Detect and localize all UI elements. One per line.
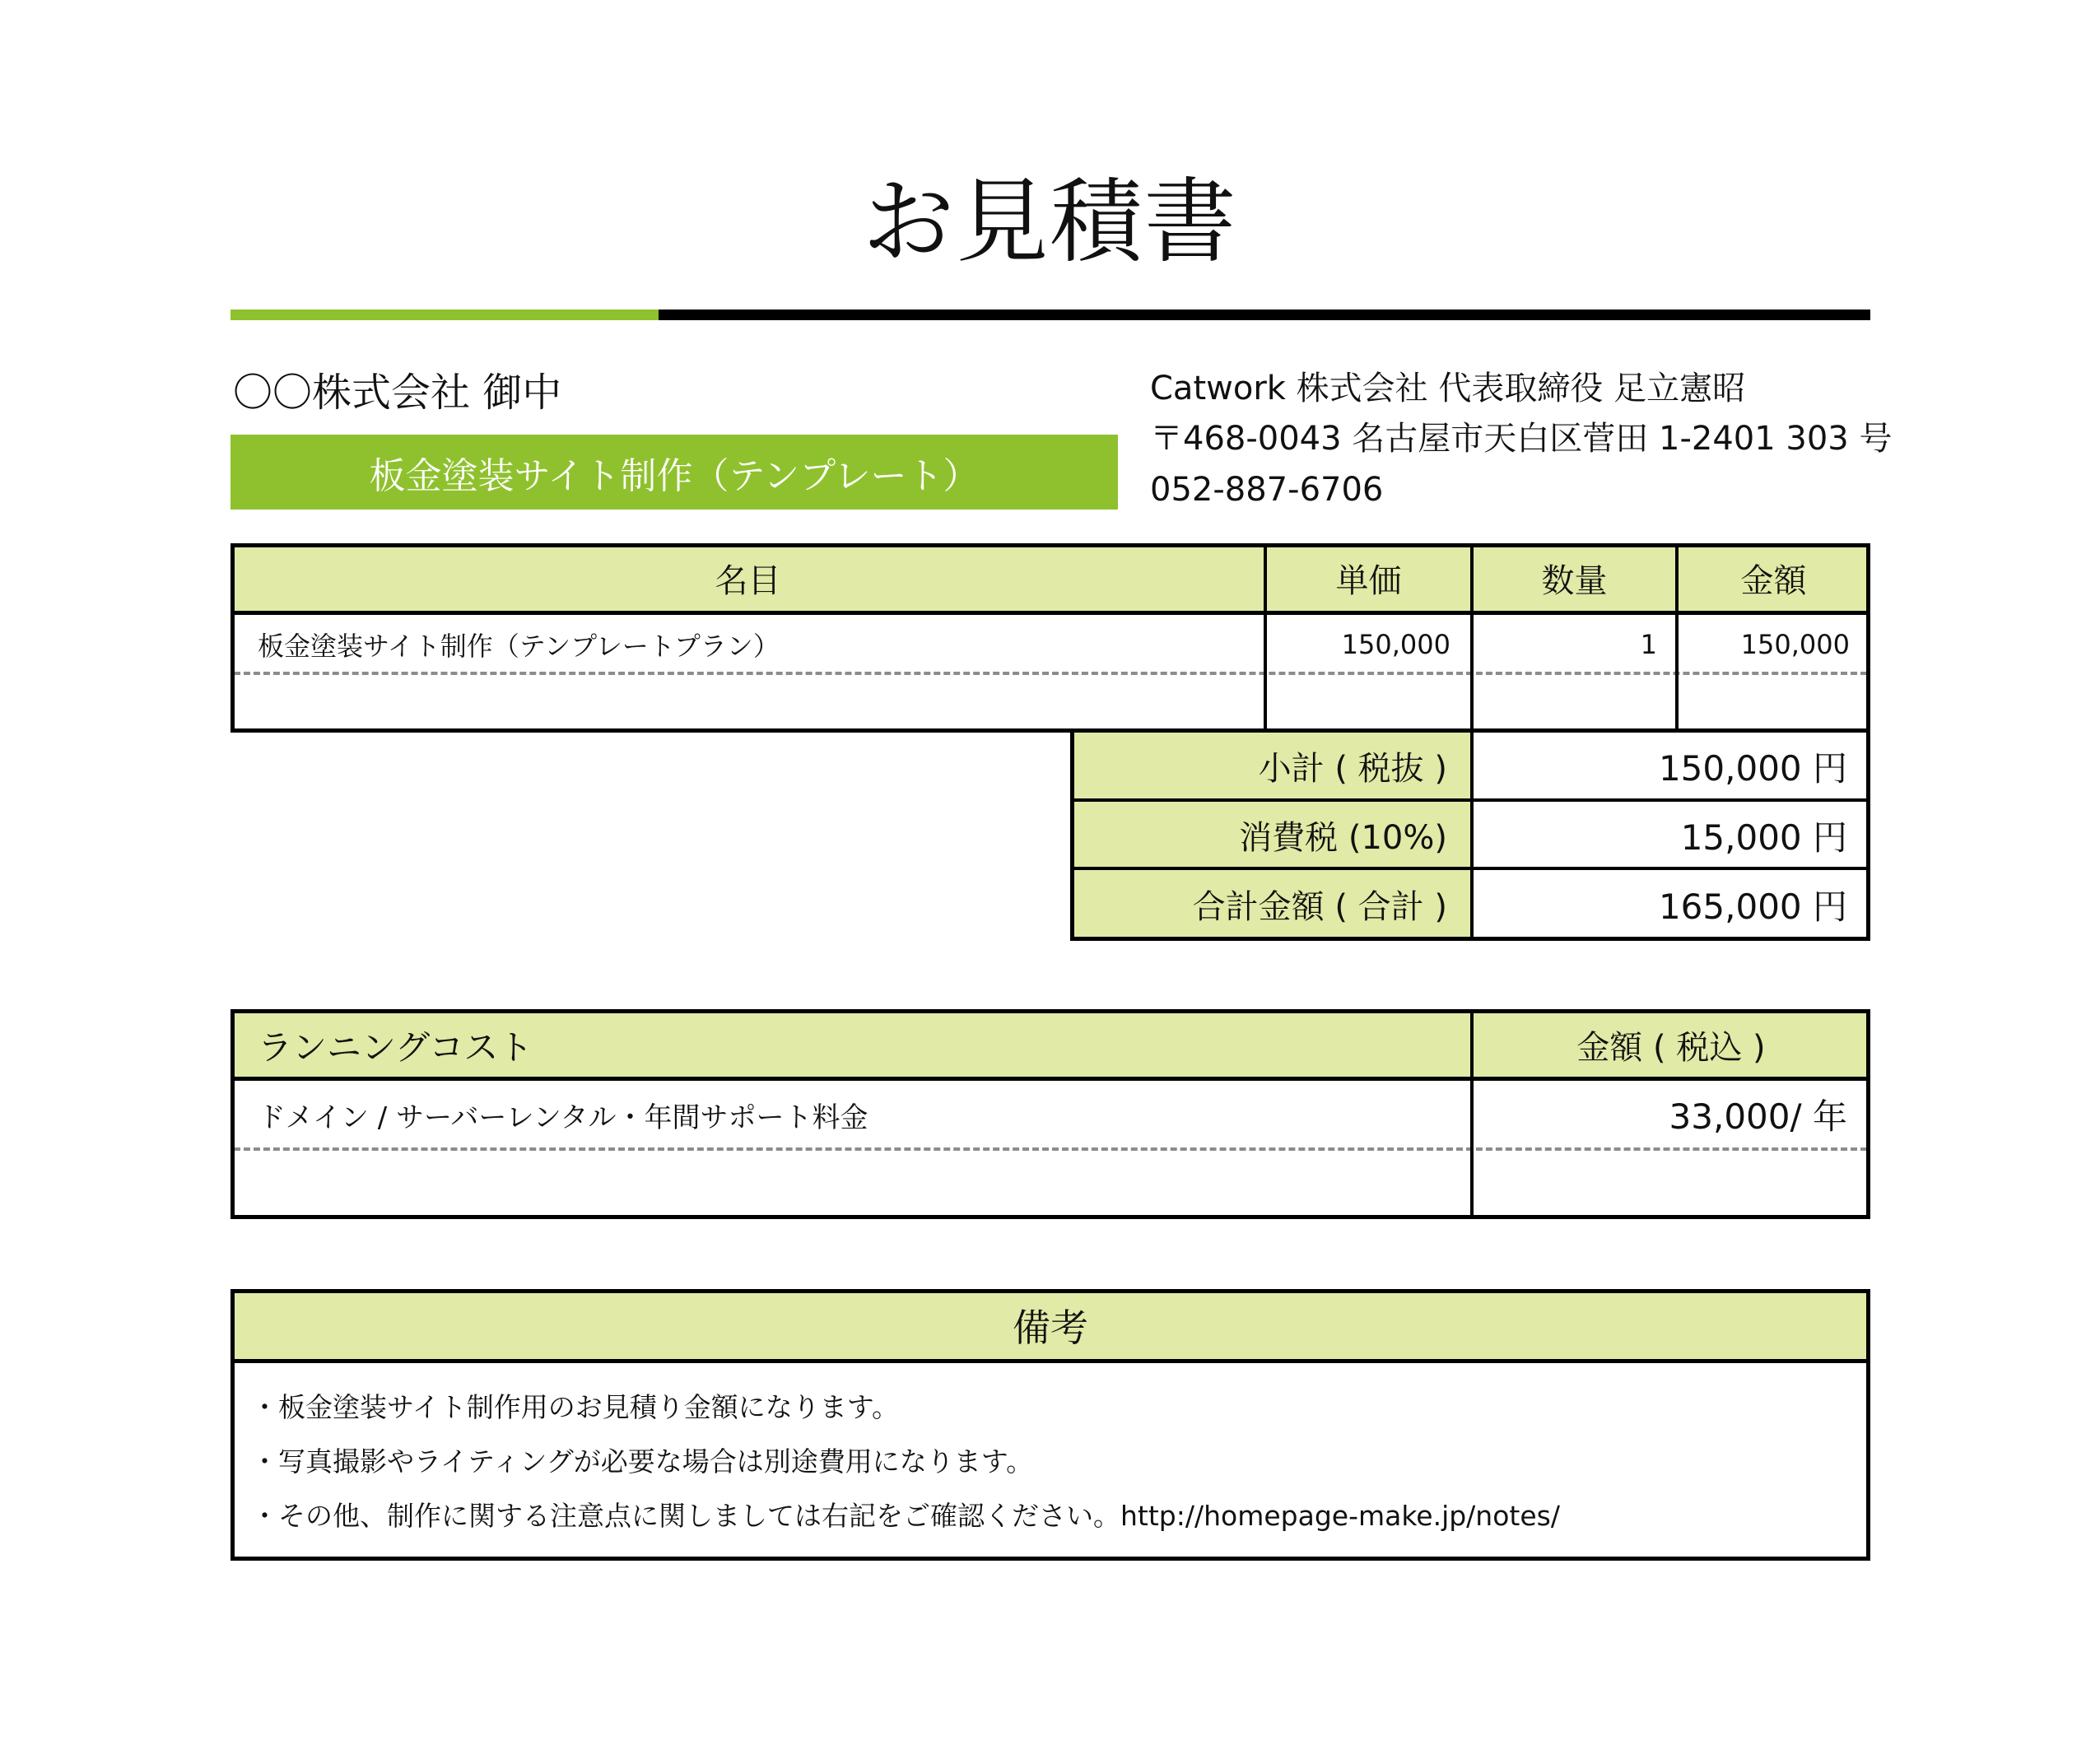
summary-subtotal-value: 150,000 円: [1658, 747, 1847, 789]
header-divider: [230, 611, 1870, 615]
running-row-name: ドメイン / サーバーレンタル・年間サポート料金: [258, 1101, 868, 1134]
running-row-amount: 33,000/ 年: [1669, 1096, 1847, 1137]
summary-tax-label: 消費税 (10%): [1072, 801, 1472, 869]
summary-subtotal-label: 小計 ( 税抜 ): [1072, 731, 1472, 801]
page-title: お見積書: [862, 169, 1238, 276]
title-rule: [659, 310, 1870, 320]
project-banner: [230, 435, 1118, 510]
running-header-amount: 金額 ( 税込 ): [1472, 1010, 1870, 1080]
table-row-unit-price: 150,000: [1341, 629, 1450, 660]
table-row-name: 板金塗装サイト制作（テンプレートプラン）: [258, 631, 780, 662]
header-amount: 金額: [1677, 543, 1870, 613]
title-rule-accent: [230, 310, 659, 320]
project-title: 板金塗装サイト制作（テンプレート）: [369, 454, 980, 497]
issuer-phone: 052-887-6706: [1150, 471, 1384, 509]
summary-total-value: 165,000 円: [1658, 886, 1847, 927]
table-row-amount: 150,000: [1740, 629, 1850, 660]
table-row-quantity: 1: [1640, 629, 1657, 660]
issuer-address: 〒468-0043 名古屋市天白区菅田 1-2401 303 号: [1150, 420, 1893, 458]
running-header-name: ランニングコスト: [230, 1010, 1472, 1080]
column-divider: [1264, 543, 1267, 733]
header-quantity: 数量: [1472, 543, 1677, 613]
note-item: ・写真撮影やライティングが必要な場合は別途費用になります。: [251, 1445, 1034, 1478]
notes-header: 備考: [230, 1290, 1870, 1361]
header-unit-price: 単価: [1265, 543, 1472, 613]
column-divider: [1470, 1009, 1474, 1219]
client-name: 〇〇株式会社 御中: [233, 370, 562, 416]
notes-border: [230, 1289, 1870, 1561]
note-item: ・その他、制作に関する注意点に関しましては右記をご確認ください。http://homepage-make.jp/notes/: [251, 1499, 1560, 1532]
header-name: 名目: [230, 543, 1265, 613]
note-item: ・板金塗装サイト制作用のお見積り金額になります。: [251, 1390, 900, 1423]
running-table-border: [230, 1009, 1870, 1219]
header-divider: [230, 1359, 1870, 1363]
summary-total-label: 合計金額 ( 合計 ): [1072, 869, 1472, 939]
issuer-name: Catwork 株式会社 代表取締役 足立憲昭: [1150, 370, 1746, 407]
column-divider: [1675, 543, 1679, 733]
items-table-border: [230, 543, 1870, 733]
column-divider: [1470, 543, 1474, 733]
summary-column-divider: [1470, 728, 1474, 941]
summary-tax-value: 15,000 円: [1680, 817, 1847, 858]
header-divider: [230, 1077, 1870, 1081]
